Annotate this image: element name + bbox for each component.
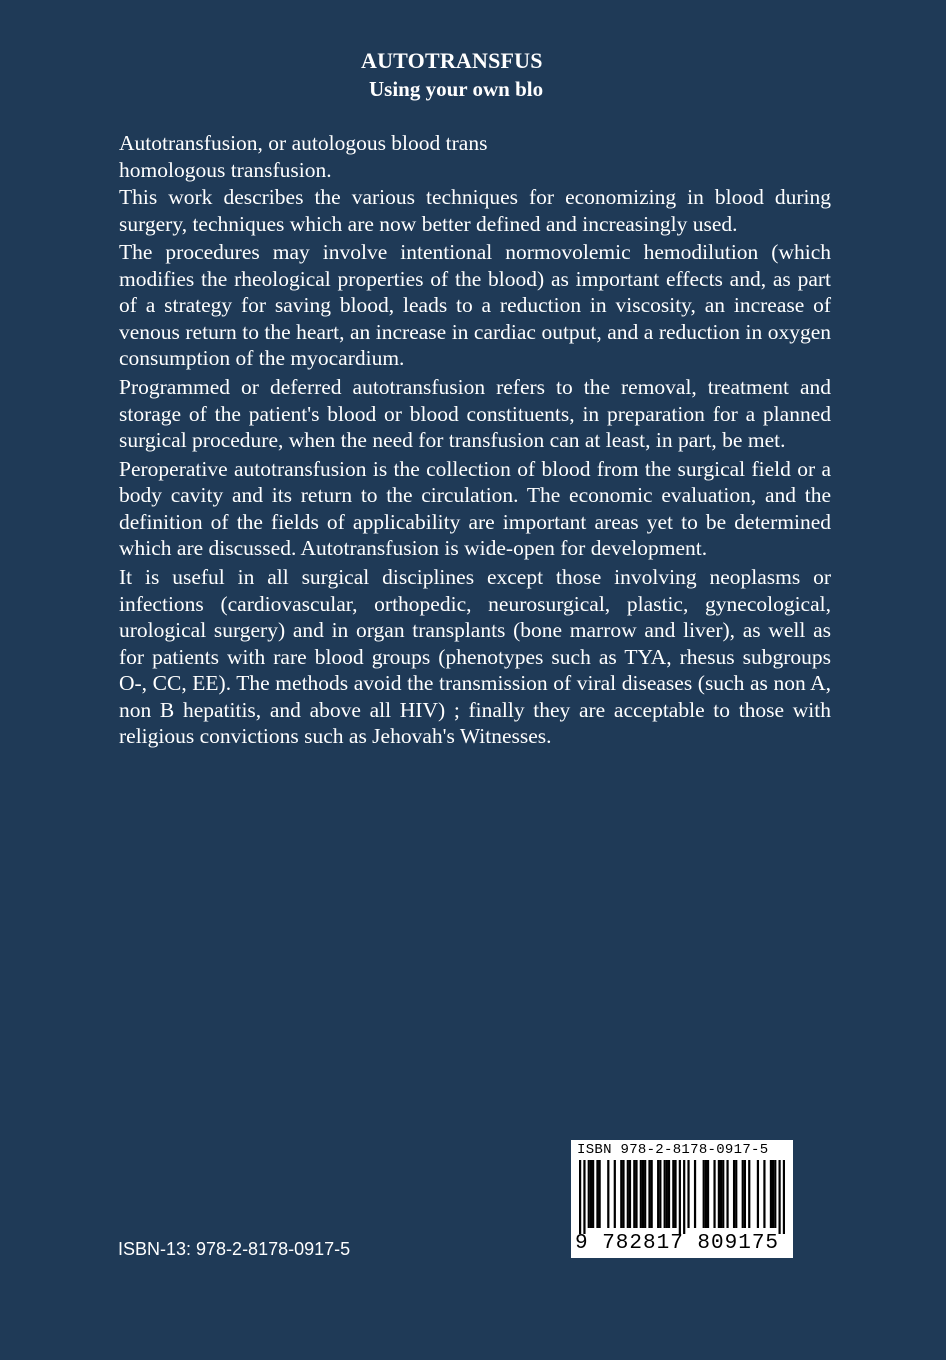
barcode-bars (579, 1160, 785, 1234)
barcode-bar (748, 1160, 750, 1228)
barcode-bar (666, 1160, 668, 1228)
barcode-bar (622, 1160, 624, 1228)
barcode-bar (635, 1160, 637, 1228)
paragraph-disciplines: It is useful in all surgical disciplines except those involving neoplasms or infections (cardiovascular, orthopedic, neurosurgical, plastic, gynecological, urological surgery) and in organ transplants (bone marrow and liver), as well as for patients with rare blood groups (phenotypes such as TYA, rhesus subgroups O-, CC, EE). The methods avoid the transmission of viral diseases (such as non A, non B hepatitis, and above all HIV) ; finally they are acceptable to those with religious convictions such as Jehovah's Witnesses. (119, 565, 831, 749)
book-title: AUTOTRANSFUS (361, 48, 543, 73)
barcode-bar (772, 1160, 774, 1228)
barcode-bar (614, 1160, 616, 1228)
barcode-bar (588, 1160, 590, 1228)
barcode-bar (774, 1160, 776, 1228)
barcode-bar (705, 1160, 707, 1228)
barcode-bar (590, 1160, 592, 1228)
barcode-bar (599, 1160, 601, 1228)
barcode-bar (783, 1160, 785, 1234)
lead-line: Autotransfusion, or autologous blood trans (119, 131, 488, 155)
barcode-bar (644, 1160, 646, 1228)
barcode-bar (583, 1160, 585, 1234)
lead-paragraph (119, 130, 831, 183)
barcode-bar (672, 1160, 674, 1228)
barcode-bar (763, 1160, 765, 1228)
blurb-body (119, 184, 831, 752)
barcode-bar (683, 1160, 685, 1234)
paragraph-peroperative: Peroperative autotransfusion is the collection of blood from the surgical field or a body cavity and its return to the circulation. The economic evaluation, and the definition of the fields of applicability are important areas yet to be determined which are discussed. Autotransfusion is wide-open for development. (119, 456, 831, 561)
barcode-bar (674, 1160, 676, 1228)
book-subtitle: Using your own blo (369, 77, 544, 101)
barcode-bar (640, 1160, 642, 1228)
isbn-label: ISBN-13: 978-2-8178-0917-5 (118, 1239, 351, 1259)
barcode-bar (629, 1160, 631, 1228)
barcode-bar (694, 1160, 696, 1228)
barcode-bar (735, 1160, 737, 1228)
paragraph-deferred: Programmed or deferred autotransfusion refers to the removal, treatment and storage of the patient's blood or blood constituents, in preparation for a planned surgical procedure, when the need for transfusion can at least, in part, be met. (119, 375, 831, 453)
barcode-bar (592, 1160, 594, 1228)
paragraph-techniques: This work describes the various techniques for economizing in blood during surgery, techniques which are now better defined and increasingly used. (119, 185, 831, 236)
barcode-bar (742, 1160, 744, 1228)
barcode-bar (720, 1160, 722, 1228)
barcode-bar (664, 1160, 666, 1228)
barcode-bar (620, 1160, 622, 1228)
barcode-bar (627, 1160, 629, 1228)
barcode-bar (718, 1160, 720, 1228)
barcode-bar (770, 1160, 772, 1228)
barcode-bar (596, 1160, 598, 1228)
barcode-bar (733, 1160, 735, 1228)
barcode-bar (703, 1160, 705, 1228)
barcode-bar (659, 1160, 661, 1228)
barcode-bar (687, 1160, 689, 1228)
barcode-bar (651, 1160, 653, 1228)
barcode-bar (707, 1160, 709, 1228)
barcode-isbn-header: ISBN 978-2-8178-0917-5 (577, 1142, 769, 1158)
barcode-bar (657, 1160, 659, 1228)
barcode-bar (633, 1160, 635, 1228)
barcode-digits: 9 782817 809175 (575, 1232, 780, 1255)
barcode-bar (668, 1160, 670, 1228)
barcode-bar (778, 1160, 780, 1234)
barcode-bar (713, 1160, 715, 1228)
paragraph-hemodilution: The procedures may involve intentional normovolemic hemodilution (which modifies the rheological properties of the blood) as important effects and, as part of a strategy for saving blood, leads to a reduction in viscosity, an increase of venous return to the heart, an increase in cardiac output, and a reduction in oxygen consumption of the myocardium. (119, 240, 831, 371)
barcode-bar (679, 1160, 681, 1234)
barcode-bar (642, 1160, 644, 1228)
barcode-bar (579, 1160, 581, 1234)
lead-line: homologous transfusion. (119, 157, 332, 182)
barcode-bar (607, 1160, 609, 1228)
barcode-bar (726, 1160, 728, 1228)
barcode-bar (757, 1160, 759, 1228)
barcode-bar (648, 1160, 650, 1228)
barcode (571, 1140, 793, 1258)
barcode-bar (722, 1160, 724, 1228)
barcode-bar (744, 1160, 746, 1228)
